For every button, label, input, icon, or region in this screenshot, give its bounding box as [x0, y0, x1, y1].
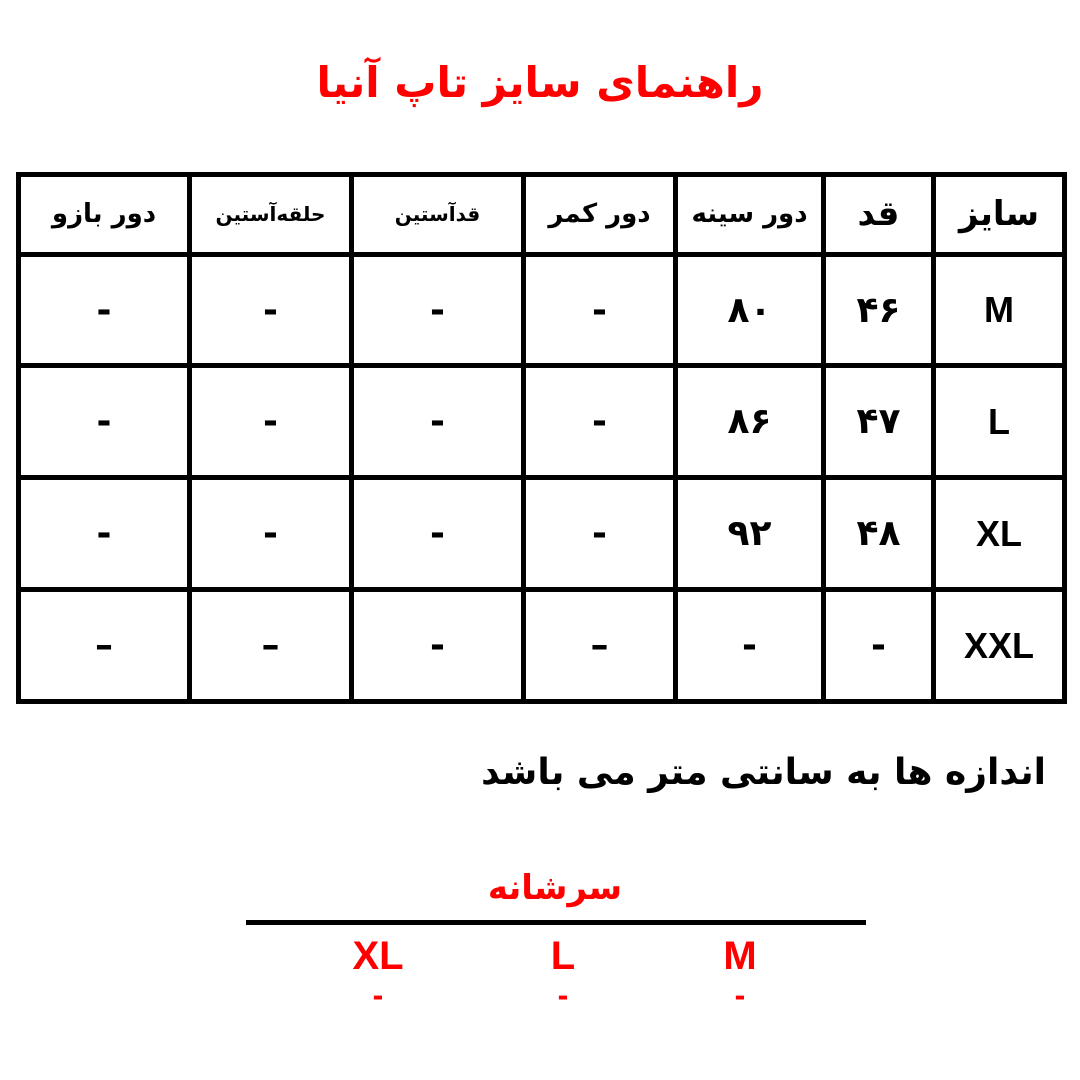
- table-cell: –: [190, 590, 352, 702]
- shoulder-size-label: M: [723, 934, 757, 978]
- shoulder-title: سرشانه: [487, 868, 623, 908]
- header-chest: دور سینه: [676, 175, 824, 255]
- table-cell: -: [19, 254, 190, 366]
- header-sleeve-length: قدآستین: [352, 175, 524, 255]
- size-chart-table: [16, 172, 1067, 704]
- divider: [246, 920, 866, 925]
- shoulder-size-xl: [318, 932, 438, 1013]
- table-cell: -: [352, 478, 524, 590]
- table-cell: -: [524, 478, 676, 590]
- table-cell: -: [352, 590, 524, 702]
- table-cell: -: [524, 366, 676, 478]
- table-cell: -: [676, 590, 824, 702]
- table-cell: -: [19, 478, 190, 590]
- table-cell: L: [934, 366, 1065, 478]
- header-waist: دور کمر: [524, 175, 676, 255]
- table-header-row: [19, 175, 1065, 255]
- table-cell: -: [190, 254, 352, 366]
- shoulder-size-label: XL: [352, 934, 404, 978]
- shoulder-size-label: L: [550, 934, 576, 978]
- table-cell: -: [824, 590, 934, 702]
- table-cell: ۹۲: [676, 478, 824, 590]
- page-title: راهنمای سایز تاپ آنیا: [316, 58, 764, 107]
- table-cell: ۸۶: [676, 366, 824, 478]
- table-cell: XXL: [934, 590, 1065, 702]
- header-length: قد: [824, 175, 934, 255]
- table-cell: ۴۸: [824, 478, 934, 590]
- table-cell: –: [524, 590, 676, 702]
- table-cell: XL: [934, 478, 1065, 590]
- table-cell: -: [352, 366, 524, 478]
- shoulder-size-m: [680, 932, 800, 1013]
- shoulder-size-value: -: [734, 977, 746, 1013]
- shoulder-size-value: -: [372, 977, 384, 1013]
- header-armhole: حلقه‌آستین: [190, 175, 352, 255]
- table-cell: -: [19, 366, 190, 478]
- table-cell: –: [19, 590, 190, 702]
- table-cell: -: [190, 366, 352, 478]
- table-cell: M: [934, 254, 1065, 366]
- table-row: [19, 366, 1065, 478]
- table-cell: ۴۶: [824, 254, 934, 366]
- shoulder-size-l: [503, 932, 623, 1013]
- table-cell: -: [190, 478, 352, 590]
- table-cell: -: [524, 254, 676, 366]
- header-size: سایز: [934, 175, 1065, 255]
- table-cell: -: [352, 254, 524, 366]
- table-row: [19, 478, 1065, 590]
- table-row: [19, 590, 1065, 702]
- units-note: اندازه ها به سانتی متر می باشد: [481, 752, 1046, 793]
- table-cell: ۴۷: [824, 366, 934, 478]
- header-bicep: دور بازو: [19, 175, 190, 255]
- shoulder-size-value: -: [557, 977, 569, 1013]
- table-row: [19, 254, 1065, 366]
- table-cell: ۸۰: [676, 254, 824, 366]
